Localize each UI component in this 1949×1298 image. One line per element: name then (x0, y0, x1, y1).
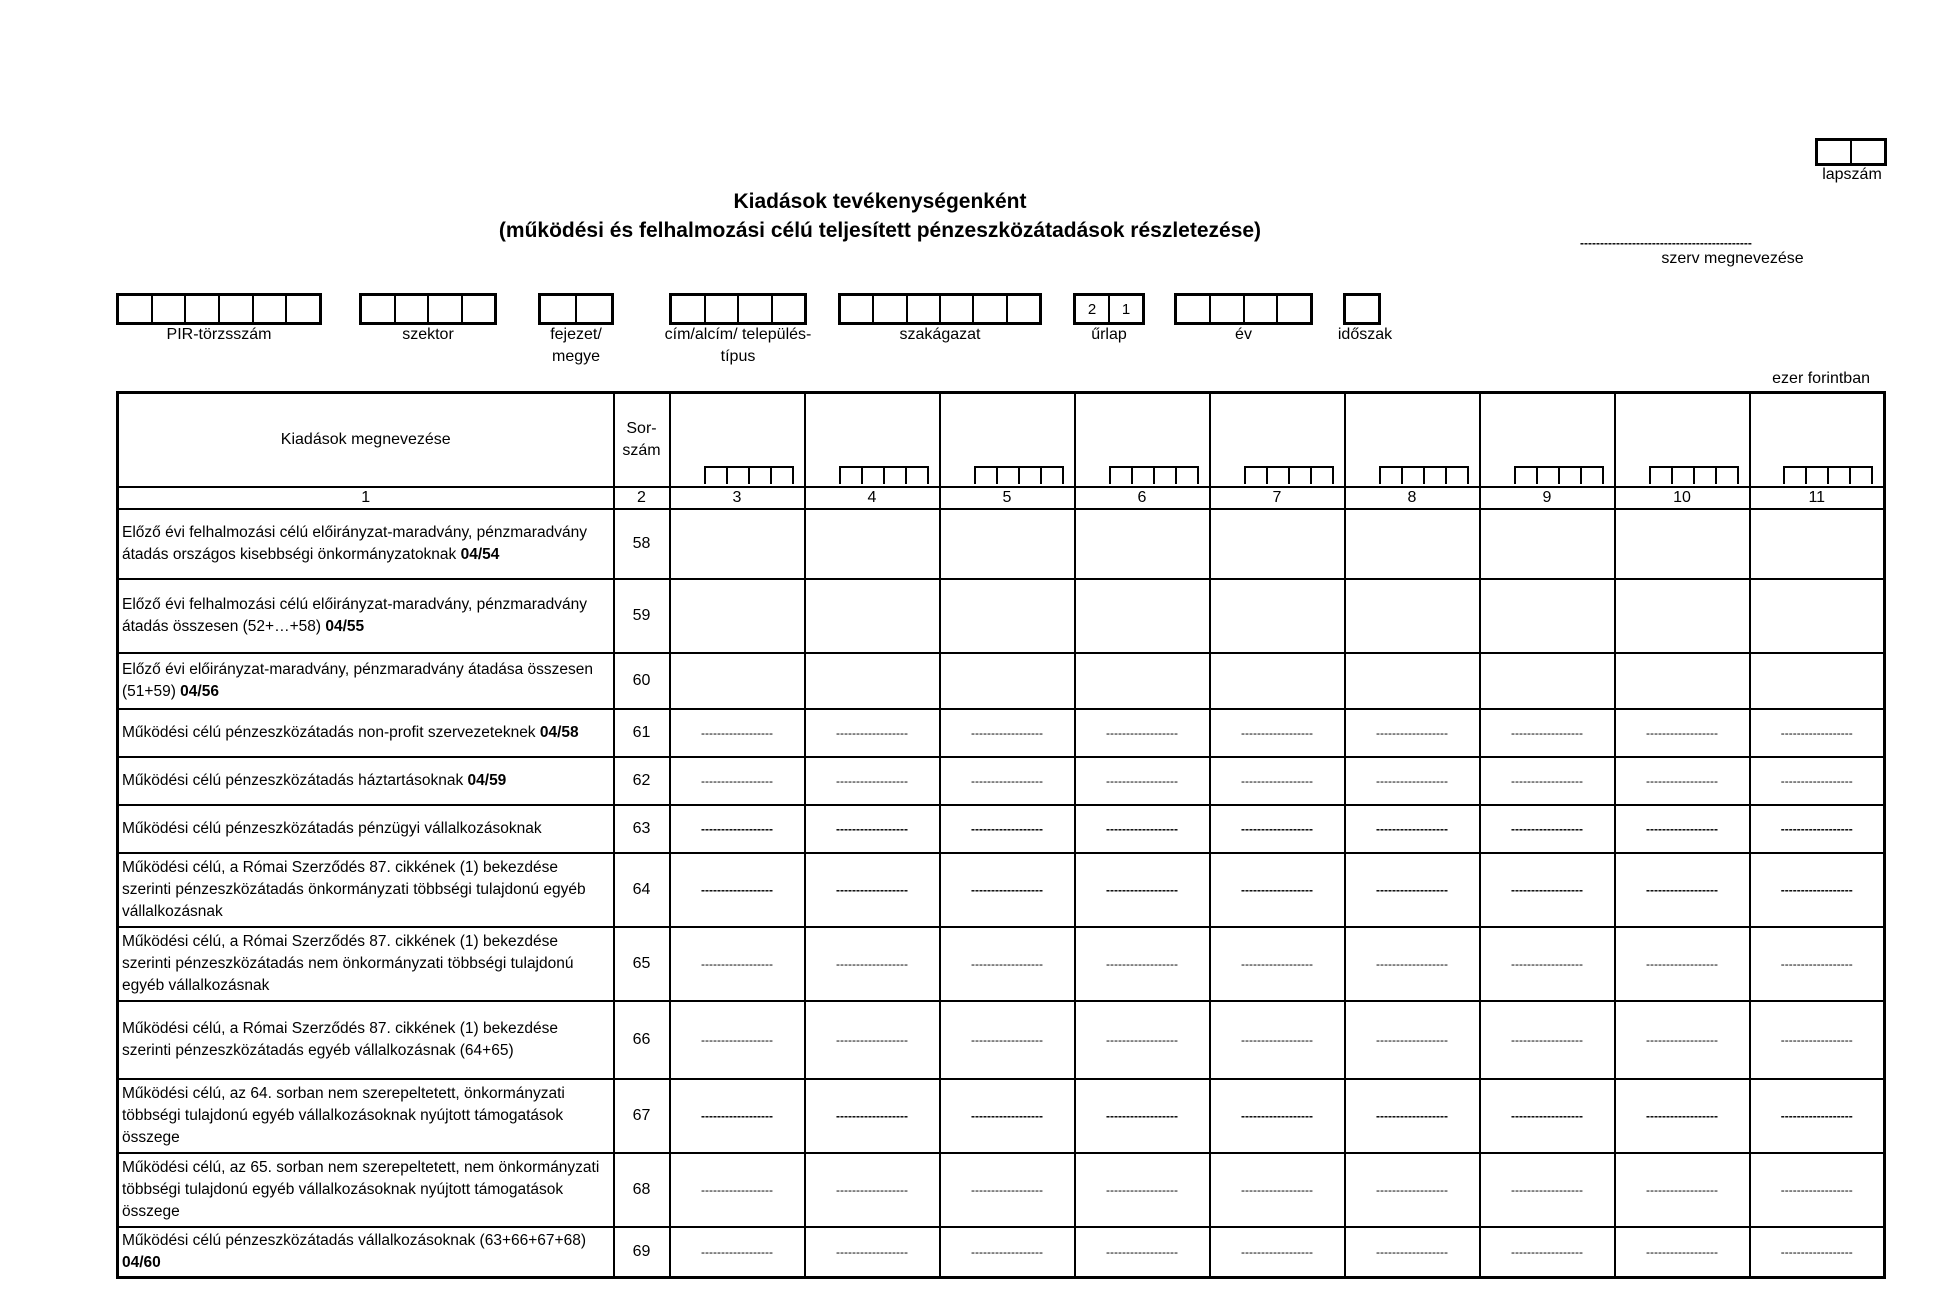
row-number: 60 (614, 653, 670, 709)
table-row (118, 1227, 1885, 1278)
col-header-3[interactable] (670, 393, 805, 488)
row-text: Működési célú pénzeszközátadás pénzügyi vállalkozásoknak (122, 820, 542, 837)
fejezet-label: fejezet/ megye (550, 326, 602, 365)
table-row (118, 1001, 1885, 1079)
col-header-10[interactable] (1615, 393, 1750, 488)
value-cell-col-4: ------------------ (805, 1001, 940, 1079)
value-cell-col-7[interactable] (1210, 579, 1345, 653)
row-text: Működési célú pénzeszközátadás non-profit szervezeteknek (122, 724, 536, 741)
value-cell-col-7: ------------------ (1210, 1079, 1345, 1153)
value-cell-col-8: ------------------ (1345, 927, 1480, 1001)
row-number: 65 (614, 927, 670, 1001)
row-code: 04/55 (325, 618, 365, 635)
row-code: 04/58 (539, 724, 579, 741)
row-description (118, 709, 614, 757)
value-cell-col-7: ------------------ (1210, 853, 1345, 927)
box-cell[interactable] (541, 296, 575, 322)
value-cell-col-5: ------------------ (940, 853, 1075, 927)
value-cell-col-3: ------------------ (670, 1153, 805, 1227)
row-number: 58 (614, 509, 670, 579)
row-text: Működési célú, az 65. sorban nem szerepeltetett, nem önkormányzati többségi tulajdonú egyéb vállalkozásoknak nyújtott támogatások összege (122, 1159, 600, 1220)
box-cell[interactable] (119, 296, 151, 322)
value-cell-col-7: ------------------ (1210, 757, 1345, 805)
value-cell-col-11: ------------------ (1750, 757, 1885, 805)
row-description (118, 509, 614, 579)
value-cell-col-9: ------------------ (1480, 853, 1615, 927)
szerv-label: szerv megnevezése (1661, 250, 1804, 267)
table-row (118, 853, 1885, 927)
value-cell-col-5[interactable] (940, 653, 1075, 709)
row-description (118, 1001, 614, 1079)
fejezet-boxes[interactable] (538, 293, 614, 325)
table-row (118, 509, 1885, 579)
table-row (118, 927, 1885, 1001)
row-text: Működési célú, a Római Szerződés 87. cikkének (1) bekezdése szerinti pénzeszközátadás önkormányzati többségi tulajdonú egyéb vállalkozásnak (122, 859, 586, 920)
value-cell-col-10[interactable] (1615, 579, 1750, 653)
row-code: 04/59 (467, 772, 507, 789)
row-number: 69 (614, 1227, 670, 1278)
value-cell-col-10: ------------------ (1615, 1001, 1750, 1079)
table-row (118, 1153, 1885, 1227)
value-cell-col-5: ------------------ (940, 927, 1075, 1001)
row-code: 04/54 (460, 546, 500, 563)
pir-torzsszam-label: PIR-törzsszám (166, 326, 272, 343)
value-cell-col-9: ------------------ (1480, 805, 1615, 853)
value-cell-col-11[interactable] (1750, 509, 1885, 579)
value-cell-col-3[interactable] (670, 509, 805, 579)
value-cell-col-7: ------------------ (1210, 1227, 1345, 1278)
value-cell-col-11: ------------------ (1750, 709, 1885, 757)
value-cell-col-7: ------------------ (1210, 709, 1345, 757)
box-cell[interactable] (841, 296, 872, 322)
row-description (118, 853, 614, 927)
column-number-8: 8 (1345, 487, 1480, 509)
value-cell-col-11[interactable] (1750, 653, 1885, 709)
value-cell-col-10[interactable] (1615, 509, 1750, 579)
value-cell-col-5: ------------------ (940, 805, 1075, 853)
page-title: Kiadások tevékenységenként (733, 190, 1027, 213)
row-description (118, 579, 614, 653)
box-cell[interactable] (1276, 296, 1310, 322)
value-cell-col-3[interactable] (670, 653, 805, 709)
value-cell-col-11: ------------------ (1750, 805, 1885, 853)
value-cell-col-11: ------------------ (1750, 1001, 1885, 1079)
value-cell-col-7[interactable] (1210, 653, 1345, 709)
value-cell-col-3: ------------------ (670, 1079, 805, 1153)
value-cell-col-10: ------------------ (1615, 927, 1750, 1001)
value-cell-col-4: ------------------ (805, 709, 940, 757)
value-cell-col-8: ------------------ (1345, 805, 1480, 853)
value-cell-col-4: ------------------ (805, 927, 940, 1001)
row-number: 64 (614, 853, 670, 927)
value-cell-col-4: ------------------ (805, 1079, 940, 1153)
row-code: 04/56 (180, 683, 219, 700)
value-cell-col-9: ------------------ (1480, 1001, 1615, 1079)
box-cell[interactable] (394, 296, 428, 322)
value-cell-col-8[interactable] (1345, 509, 1480, 579)
value-cell-col-3: ------------------ (670, 927, 805, 1001)
value-cell-col-11: ------------------ (1750, 1153, 1885, 1227)
value-cell-col-8[interactable] (1345, 653, 1480, 709)
box-cell[interactable] (252, 296, 286, 322)
value-cell-col-5: ------------------ (940, 709, 1075, 757)
value-cell-col-10: ------------------ (1615, 1227, 1750, 1278)
lapszam-box[interactable] (1815, 138, 1887, 166)
idoszak-boxes[interactable] (1343, 293, 1381, 325)
value-cell-col-9: ------------------ (1480, 1153, 1615, 1227)
szektor-boxes[interactable] (359, 293, 497, 325)
box-cell[interactable] (972, 296, 1005, 322)
box-cell[interactable] (1177, 296, 1209, 322)
box-cell[interactable] (184, 296, 218, 322)
value-cell-col-10: ------------------ (1615, 853, 1750, 927)
value-cell-col-4: ------------------ (805, 805, 940, 853)
szerv-line: ------------------------------------------- (1580, 236, 1752, 250)
value-cell-col-4: ------------------ (805, 1153, 940, 1227)
box-cell[interactable] (1006, 296, 1039, 322)
ev-boxes[interactable] (1174, 293, 1313, 325)
ev-label: év (1235, 326, 1252, 343)
col-header-8[interactable] (1345, 393, 1480, 488)
value-cell-col-3[interactable] (670, 579, 805, 653)
value-cell-col-3: ------------------ (670, 1001, 805, 1079)
value-cell-col-7: ------------------ (1210, 805, 1345, 853)
value-cell-col-8: ------------------ (1345, 1001, 1480, 1079)
row-number: 67 (614, 1079, 670, 1153)
value-cell-col-6[interactable] (1075, 653, 1210, 709)
column-number-10: 10 (1615, 487, 1750, 509)
table-row (118, 653, 1885, 709)
box-cell[interactable] (575, 296, 611, 322)
value-cell-col-3: ------------------ (670, 709, 805, 757)
value-cell-col-8[interactable] (1345, 579, 1480, 653)
szakagazat-label: szakágazat (899, 326, 981, 343)
value-cell-col-6: ------------------ (1075, 927, 1210, 1001)
row-description (118, 927, 614, 1001)
row-text: Működési célú, a Római Szerződés 87. cikkének (1) bekezdése szerinti pénzeszközátadás nem önkormányzati többségi tulajdonú egyéb vállalkozásnak (122, 933, 574, 994)
column-number-7: 7 (1210, 487, 1345, 509)
box-cell[interactable] (939, 296, 972, 322)
table-header-row (118, 393, 1885, 488)
box-cell[interactable] (1346, 296, 1378, 322)
box-cell[interactable] (362, 296, 394, 322)
value-cell-col-10: ------------------ (1615, 1153, 1750, 1227)
row-description (118, 653, 614, 709)
value-cell-col-11: ------------------ (1750, 1079, 1885, 1153)
value-cell-col-8: ------------------ (1345, 757, 1480, 805)
row-description (118, 805, 614, 853)
szakagazat-boxes[interactable] (838, 293, 1042, 325)
box-cell[interactable] (737, 296, 771, 322)
col-header-9[interactable] (1480, 393, 1615, 488)
row-number: 61 (614, 709, 670, 757)
value-cell-col-7[interactable] (1210, 509, 1345, 579)
row-number: 66 (614, 1001, 670, 1079)
col-header-11[interactable] (1750, 393, 1885, 488)
box-cell[interactable] (151, 296, 185, 322)
row-text: Előző évi előirányzat-maradvány, pénzmaradvány átadása összesen (51+59) (122, 661, 593, 700)
row-number: 63 (614, 805, 670, 853)
value-cell-col-10: ------------------ (1615, 1079, 1750, 1153)
lapszam-cell-1[interactable] (1818, 141, 1850, 163)
row-description (118, 1153, 614, 1227)
column-number-9: 9 (1480, 487, 1615, 509)
szektor-label: szektor (402, 326, 454, 343)
value-cell-col-11[interactable] (1750, 579, 1885, 653)
value-cell-col-3: ------------------ (670, 805, 805, 853)
column-number-4: 4 (805, 487, 940, 509)
pir-torzsszam-boxes[interactable] (116, 293, 322, 325)
value-cell-col-6: ------------------ (1075, 709, 1210, 757)
value-cell-col-10[interactable] (1615, 653, 1750, 709)
page-subtitle: (működési és felhalmozási célú teljesített pénzeszközátadások részletezése) (498, 219, 1262, 242)
value-cell-col-9: ------------------ (1480, 1079, 1615, 1153)
column-number-6: 6 (1075, 487, 1210, 509)
row-description (118, 1079, 614, 1153)
value-cell-col-6: ------------------ (1075, 757, 1210, 805)
row-number: 59 (614, 579, 670, 653)
value-cell-col-8: ------------------ (1345, 1227, 1480, 1278)
value-cell-col-10: ------------------ (1615, 805, 1750, 853)
row-text: Előző évi felhalmozási célú előirányzat-maradvány, pénzmaradvány átadás országos kisebbségi önkormányzatoknak (122, 524, 587, 563)
value-cell-col-10: ------------------ (1615, 757, 1750, 805)
value-cell-col-8: ------------------ (1345, 1153, 1480, 1227)
value-cell-col-6[interactable] (1075, 509, 1210, 579)
urlap-cell-2: 1 (1108, 296, 1142, 322)
col-header-6[interactable] (1075, 393, 1210, 488)
value-cell-col-3: ------------------ (670, 853, 805, 927)
column-number-3: 3 (670, 487, 805, 509)
row-text: Működési célú pénzeszközátadás háztartásoknak (122, 772, 464, 789)
box-cell[interactable] (771, 296, 805, 322)
value-cell-col-4: ------------------ (805, 757, 940, 805)
value-cell-col-10: ------------------ (1615, 709, 1750, 757)
cim-label: cím/alcím/ település-típus (664, 326, 812, 365)
value-cell-col-4[interactable] (805, 579, 940, 653)
urlap-boxes (1073, 293, 1145, 325)
value-cell-col-5: ------------------ (940, 1153, 1075, 1227)
value-cell-col-9: ------------------ (1480, 927, 1615, 1001)
value-cell-col-7: ------------------ (1210, 1001, 1345, 1079)
value-cell-col-9: ------------------ (1480, 709, 1615, 757)
value-cell-col-5: ------------------ (940, 757, 1075, 805)
value-cell-col-4[interactable] (805, 653, 940, 709)
box-cell[interactable] (427, 296, 461, 322)
value-cell-col-5: ------------------ (940, 1001, 1075, 1079)
value-cell-col-4[interactable] (805, 509, 940, 579)
row-description (118, 757, 614, 805)
value-cell-col-6: ------------------ (1075, 1079, 1210, 1153)
value-cell-col-4: ------------------ (805, 1227, 940, 1278)
lapszam-label: lapszám (1822, 166, 1882, 183)
value-cell-col-9[interactable] (1480, 653, 1615, 709)
idoszak-label: időszak (1337, 326, 1393, 343)
box-cell[interactable] (461, 296, 495, 322)
value-cell-col-6: ------------------ (1075, 1001, 1210, 1079)
urlap-label: űrlap (1091, 326, 1127, 343)
value-cell-col-5: ------------------ (940, 1079, 1075, 1153)
table-row (118, 757, 1885, 805)
col-header-5[interactable] (940, 393, 1075, 488)
urlap-cell-1: 2 (1087, 300, 1097, 318)
row-code: 04/60 (122, 1254, 161, 1271)
row-description (118, 1227, 614, 1278)
column-number-5: 5 (940, 487, 1075, 509)
col-header-7[interactable] (1210, 393, 1345, 488)
row-number: 62 (614, 757, 670, 805)
value-cell-col-3: ------------------ (670, 757, 805, 805)
value-cell-col-9: ------------------ (1480, 757, 1615, 805)
value-cell-col-5[interactable] (940, 509, 1075, 579)
row-text: Működési célú, a Római Szerződés 87. cikkének (1) bekezdése szerinti pénzeszközátadás egyéb vállalkozásnak (64+65) (122, 1020, 558, 1059)
box-cell[interactable] (218, 296, 252, 322)
lapszam-cell-2[interactable] (1850, 141, 1884, 163)
value-cell-col-11: ------------------ (1750, 853, 1885, 927)
row-number: 68 (614, 1153, 670, 1227)
col-header-4[interactable] (805, 393, 940, 488)
box-cell[interactable] (1243, 296, 1277, 322)
box-cell[interactable] (672, 296, 704, 322)
value-cell-col-8: ------------------ (1345, 709, 1480, 757)
column-number-11: 11 (1750, 487, 1885, 509)
value-cell-col-6: ------------------ (1075, 1153, 1210, 1227)
box-cell[interactable] (1209, 296, 1243, 322)
value-cell-col-9[interactable] (1480, 509, 1615, 579)
value-cell-col-6: ------------------ (1075, 853, 1210, 927)
column-number-row (118, 487, 1885, 509)
box-cell[interactable] (704, 296, 738, 322)
row-text: Előző évi felhalmozási célú előirányzat-maradvány, pénzmaradvány átadás összesen (52+…+58) (122, 596, 587, 635)
cim-boxes[interactable] (669, 293, 807, 325)
value-cell-col-3: ------------------ (670, 1227, 805, 1278)
box-cell[interactable] (285, 296, 319, 322)
expense-table (116, 391, 1886, 1279)
sor-header: Sor-szám (614, 393, 670, 488)
value-cell-col-11: ------------------ (1750, 1227, 1885, 1278)
table-row (118, 1079, 1885, 1153)
value-cell-col-6: ------------------ (1075, 805, 1210, 853)
value-cell-col-8: ------------------ (1345, 1079, 1480, 1153)
row-text: Működési célú, az 64. sorban nem szerepeltetett, önkormányzati többségi tulajdonú egyéb vállalkozásoknak nyújtott támogatások összege (122, 1085, 565, 1146)
value-cell-col-8: ------------------ (1345, 853, 1480, 927)
value-cell-col-9: ------------------ (1480, 1227, 1615, 1278)
value-cell-col-7: ------------------ (1210, 1153, 1345, 1227)
box-cell[interactable] (872, 296, 905, 322)
name-header: Kiadások megnevezése (118, 393, 614, 488)
value-cell-col-5[interactable] (940, 579, 1075, 653)
value-cell-col-9[interactable] (1480, 579, 1615, 653)
value-cell-col-4: ------------------ (805, 853, 940, 927)
value-cell-col-7: ------------------ (1210, 927, 1345, 1001)
value-cell-col-11: ------------------ (1750, 927, 1885, 1001)
column-number-1: 1 (118, 487, 614, 509)
value-cell-col-6: ------------------ (1075, 1227, 1210, 1278)
value-cell-col-5: ------------------ (940, 1227, 1075, 1278)
table-row (118, 579, 1885, 653)
row-text: Működési célú pénzeszközátadás vállalkozásoknak (63+66+67+68) (122, 1232, 587, 1249)
box-cell[interactable] (906, 296, 939, 322)
table-row (118, 709, 1885, 757)
value-cell-col-6[interactable] (1075, 579, 1210, 653)
unit-label: ezer forintban (1772, 370, 1870, 387)
table-row (118, 805, 1885, 853)
column-number-2: 2 (614, 487, 670, 509)
